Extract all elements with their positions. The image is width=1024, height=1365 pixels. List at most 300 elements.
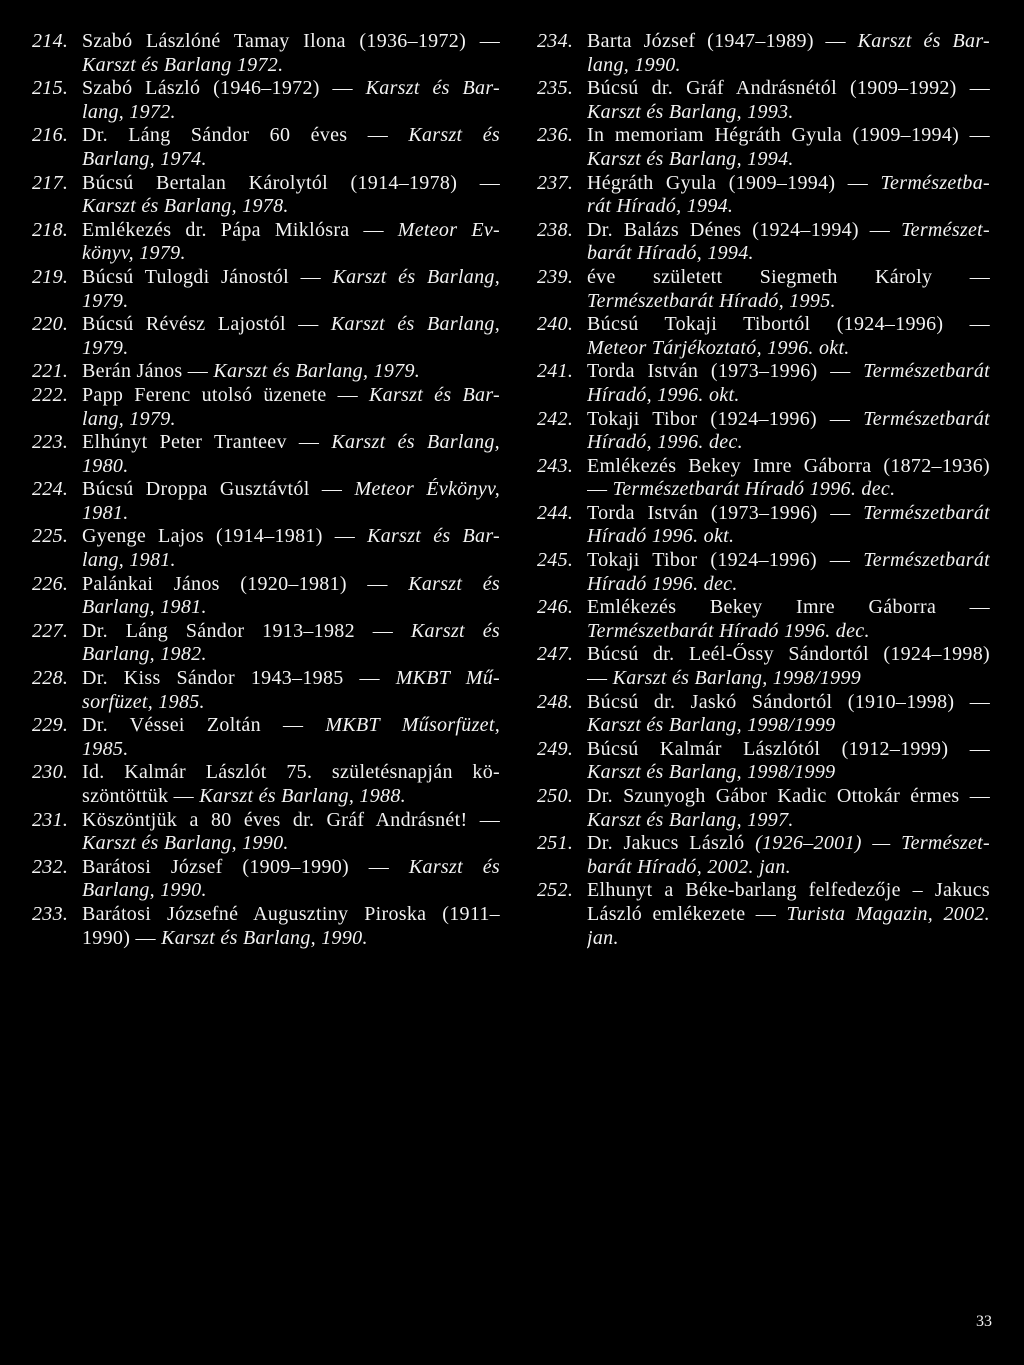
entry-number: 250. <box>537 785 574 807</box>
entry-line <box>587 856 990 880</box>
entry-title-text: Búcsú dr. Jaskó Sándortól (1910–1998) — <box>587 690 990 713</box>
entry-line <box>587 360 990 384</box>
entry-body <box>587 77 990 124</box>
bibliography-entry <box>537 313 990 360</box>
entry-line <box>587 219 990 243</box>
entry-title-text: Barátosi Józsefné Augusztiny Piroska (1911– <box>82 902 500 925</box>
bibliography-entry <box>32 573 500 620</box>
entry-body <box>82 714 500 761</box>
entry-title-text: Emlékezés Bekey Imre Gáborra — <box>587 596 990 619</box>
source-citation: Karszt és Bar- <box>367 525 500 548</box>
entry-line <box>587 266 990 290</box>
entry-line <box>587 101 990 125</box>
source-citation: Természetbarát <box>863 549 990 572</box>
entry-line <box>587 172 990 196</box>
entry-line <box>587 313 990 337</box>
right-column <box>537 30 990 950</box>
entry-line <box>82 620 500 644</box>
bibliography-entry <box>32 667 500 714</box>
entry-title-text: Id. Kalmár Lászlót 75. születésnapján kö- <box>82 761 500 784</box>
bibliography-entry <box>32 761 500 808</box>
entry-title-text: Barátosi József (1909–1990) — <box>82 855 390 878</box>
entry-body <box>82 219 500 266</box>
entry-body <box>82 856 500 903</box>
source-citation: rát Híradó, 1994. <box>587 195 734 218</box>
entry-line <box>587 714 990 738</box>
entry-title-text: Dr. Láng Sándor 1913–1982 — <box>82 619 393 642</box>
entry-body <box>82 809 500 856</box>
entry-number: 245. <box>537 549 574 572</box>
entry-line <box>587 643 990 667</box>
bibliography-entry <box>537 785 990 832</box>
bibliography-entry <box>32 219 500 266</box>
entry-line <box>82 832 500 856</box>
entry-number: 244. <box>537 501 574 524</box>
entry-line <box>82 431 500 455</box>
source-citation: lang, 1979. <box>82 407 176 430</box>
entry-line <box>82 408 500 432</box>
source-citation: Karszt és Barlang, 1998/1999 <box>587 761 836 784</box>
entry-number: 236. <box>537 124 574 147</box>
entry-body <box>587 408 990 455</box>
entry-line <box>82 785 500 809</box>
bibliography-entry <box>32 620 500 667</box>
entry-title-text: In memoriam Hégráth Gyula (1909–1994) — <box>587 124 990 147</box>
entry-number: 230. <box>32 761 69 784</box>
entry-number: 215. <box>32 77 69 100</box>
entry-line <box>587 667 990 691</box>
entry-title-text: Palánkai János (1920–1981) — <box>82 572 388 595</box>
entry-line <box>82 809 500 833</box>
bibliography-entry <box>32 903 500 950</box>
entry-number: 242. <box>537 407 574 430</box>
entry-number: 214. <box>32 30 69 52</box>
source-citation: Karszt és <box>408 855 500 878</box>
source-citation: Karszt és Barlang, <box>332 265 500 288</box>
source-citation: Természetbarát Híradó, 1995. <box>587 289 836 312</box>
source-citation: barát Híradó, 1994. <box>587 242 754 265</box>
entry-line <box>587 455 990 479</box>
source-citation: Barlang, 1981. <box>82 596 207 619</box>
entry-title-text: Dr. Láng Sándor 60 éves — <box>82 124 388 147</box>
source-citation: (1926–2001) — Természet- <box>755 832 990 855</box>
entry-body <box>587 549 990 596</box>
entry-title-text: Köszöntjük a 80 éves dr. Gráf Andrásnét! — <box>82 808 500 831</box>
entry-line <box>82 549 500 573</box>
entry-line <box>587 691 990 715</box>
entry-body <box>82 124 500 171</box>
entry-title-text: Szabó Lászlóné Tamay Ilona (1936–1972) — <box>82 30 500 52</box>
entry-line <box>82 242 500 266</box>
source-citation: Természetba- <box>880 171 990 194</box>
entry-line <box>587 408 990 432</box>
bibliography-entry <box>32 431 500 478</box>
entry-line <box>587 502 990 526</box>
source-citation: Híradó, 1996. dec. <box>587 431 743 454</box>
source-citation: MKBT Műsorfüzet, <box>325 714 500 737</box>
entry-line <box>82 290 500 314</box>
source-citation: barát Híradó, 2002. jan. <box>587 855 791 878</box>
source-citation: jan. <box>587 926 619 949</box>
source-citation: Karszt és Barlang, <box>330 313 500 336</box>
source-citation: Karszt és Bar- <box>365 77 500 100</box>
entry-number: 237. <box>537 171 574 194</box>
bibliography-entry <box>32 360 500 384</box>
entry-number: 217. <box>32 171 69 194</box>
entry-line <box>82 714 500 738</box>
entry-line <box>82 360 500 384</box>
entry-line <box>82 643 500 667</box>
entry-line <box>587 620 990 644</box>
entry-body <box>82 30 500 77</box>
entry-body <box>587 832 990 879</box>
bibliography-entry <box>537 172 990 219</box>
entry-number: 249. <box>537 737 574 760</box>
source-citation: Barlang, 1990. <box>82 879 207 902</box>
bibliography-entry <box>32 714 500 761</box>
entry-line <box>82 124 500 148</box>
entry-line <box>587 478 990 502</box>
entry-title-text: Dr. Véssei Zoltán — <box>82 714 304 737</box>
entry-body <box>82 384 500 431</box>
source-citation: Karszt és Barlang, 1994. <box>587 147 794 170</box>
entry-number: 246. <box>537 596 574 619</box>
entry-line <box>587 738 990 762</box>
entry-title-text: Dr. Jakucs László <box>587 832 745 855</box>
source-citation: MKBT Mű- <box>395 667 500 690</box>
source-citation: Meteor Ev- <box>397 218 500 241</box>
bibliography-entry <box>32 478 500 525</box>
entry-body <box>82 360 500 384</box>
entry-title-text: Dr. Szunyogh Gábor Kadic Ottokár érmes — <box>587 785 990 807</box>
entry-number: 223. <box>32 431 69 454</box>
entry-line <box>82 879 500 903</box>
entry-title-text: Búcsú Kalmár Lászlótól (1912–1999) — <box>587 737 990 760</box>
entry-line <box>587 809 990 833</box>
source-citation: Turista Magazin, 2002. <box>786 902 990 925</box>
entry-title-text: Tokaji Tibor (1924–1996) — <box>587 549 851 572</box>
entry-line <box>587 879 990 903</box>
source-citation: Természetbarát <box>863 501 990 524</box>
source-citation: Karszt és Barlang, 1988. <box>199 785 406 807</box>
bibliography-entry <box>32 266 500 313</box>
source-citation: Karszt és Barlang, 1997. <box>587 808 794 831</box>
entry-line <box>82 455 500 479</box>
source-citation: 1985. <box>82 737 129 760</box>
entry-line <box>587 124 990 148</box>
entry-body <box>82 266 500 313</box>
entry-body <box>587 596 990 643</box>
bibliography-entry <box>537 408 990 455</box>
entry-line <box>587 290 990 314</box>
entry-number: 222. <box>32 383 69 406</box>
entry-number: 234. <box>537 30 574 52</box>
bibliography-entry <box>537 124 990 171</box>
bibliography-entry <box>537 549 990 596</box>
entry-number: 240. <box>537 313 574 336</box>
entry-body <box>82 172 500 219</box>
entry-line <box>82 596 500 620</box>
entry-number: 216. <box>32 124 69 147</box>
entry-number: 252. <box>537 879 574 902</box>
entry-body <box>82 525 500 572</box>
entry-line <box>587 785 990 809</box>
entry-number: 248. <box>537 690 574 713</box>
bibliography-entry <box>32 856 500 903</box>
source-citation: Karszt és Barlang, 1990. <box>82 832 289 855</box>
entry-line <box>587 573 990 597</box>
entry-title-text: Papp Ferenc utolsó üzenete — <box>82 383 358 406</box>
entry-body <box>587 266 990 313</box>
entry-title-text: Búcsú Tokaji Tibortól (1924–1996) — <box>587 313 990 336</box>
source-citation: Híradó 1996. dec. <box>587 572 738 595</box>
bibliography-entry <box>537 879 990 950</box>
entry-number: 231. <box>32 808 69 831</box>
source-citation: Természetbarát Híradó 1996. dec. <box>587 619 870 642</box>
entry-title-text: — <box>587 478 608 501</box>
entry-line <box>82 337 500 361</box>
entry-line <box>587 525 990 549</box>
bibliography-entry <box>537 832 990 879</box>
entry-line <box>82 927 500 951</box>
entry-body <box>587 30 990 77</box>
entry-line <box>82 313 500 337</box>
entry-title-text: Elhunyt a Béke-barlang felfedezője – Jakucs <box>587 879 990 902</box>
source-citation: 1979. <box>82 336 129 359</box>
entry-number: 235. <box>537 77 574 100</box>
entry-line <box>82 266 500 290</box>
source-citation: Karszt és Barlang, <box>331 431 500 454</box>
entry-line <box>587 195 990 219</box>
bibliography-entry <box>537 360 990 407</box>
entry-number: 251. <box>537 832 574 855</box>
entry-line <box>587 77 990 101</box>
entry-title-text: Búcsú Révész Lajostól — <box>82 313 319 336</box>
source-citation: sorfüzet, 1985. <box>82 690 205 713</box>
entry-number: 232. <box>32 855 69 878</box>
entry-title-text: Barta József (1947–1989) — <box>587 30 846 52</box>
entry-line <box>82 77 500 101</box>
entry-title-text: Búcsú Bertalan Károlytól (1914–1978) — <box>82 171 500 194</box>
entry-title-text: éve született Siegmeth Károly — <box>587 265 990 288</box>
source-citation: Barlang, 1982. <box>82 643 207 666</box>
bibliography-entry <box>32 384 500 431</box>
bibliography-entry <box>537 691 990 738</box>
entry-body <box>587 313 990 360</box>
entry-line <box>587 30 990 54</box>
source-citation: Karszt és Barlang, 1979. <box>213 360 421 383</box>
source-citation: Karszt és Bar- <box>369 383 500 406</box>
bibliography-entry <box>537 266 990 313</box>
bibliography-entry <box>32 77 500 124</box>
entry-line <box>82 148 500 172</box>
bibliography-entry <box>32 124 500 171</box>
entry-title-text: Berán János — <box>82 360 209 383</box>
source-citation: Természetbarát <box>863 407 990 430</box>
source-citation: Híradó, 1996. okt. <box>587 383 740 406</box>
page-number: 33 <box>976 1313 992 1330</box>
bibliography-entry <box>537 77 990 124</box>
source-citation: Karszt és Barlang, 1990. <box>161 926 368 949</box>
entry-number: 218. <box>32 218 69 241</box>
entry-number: 239. <box>537 265 574 288</box>
entry-body <box>82 313 500 360</box>
source-citation: Természet- <box>901 218 990 241</box>
source-citation: Meteor Tárjékoztató, 1996. okt. <box>587 336 850 359</box>
entry-line <box>587 431 990 455</box>
entry-line <box>82 903 500 927</box>
entry-line <box>82 30 500 54</box>
entry-title-text: Szabó László (1946–1972) — <box>82 77 353 100</box>
entry-line <box>82 478 500 502</box>
bibliography-entry <box>32 809 500 856</box>
bibliography-entry <box>32 30 500 77</box>
entry-body <box>587 219 990 266</box>
entry-line <box>587 384 990 408</box>
entry-line <box>82 761 500 785</box>
entry-body <box>82 573 500 620</box>
bibliography-entry <box>537 219 990 266</box>
entry-number: 241. <box>537 360 574 383</box>
entry-line <box>587 148 990 172</box>
source-citation: lang, 1981. <box>82 549 176 572</box>
entry-body <box>587 455 990 502</box>
entry-body <box>587 691 990 738</box>
entry-body <box>587 502 990 549</box>
entry-body <box>82 903 500 950</box>
entry-number: 238. <box>537 218 574 241</box>
source-citation: Karszt és <box>408 124 500 147</box>
entry-line <box>587 337 990 361</box>
bibliography-entry <box>537 596 990 643</box>
entry-number: 227. <box>32 619 69 642</box>
entry-line <box>82 525 500 549</box>
entry-title-text: Búcsú dr. Leél-Őssy Sándortól (1924–1998) <box>587 643 990 666</box>
entry-title-text: Elhúnyt Peter Tranteev — <box>82 431 320 454</box>
entry-number: 224. <box>32 478 69 501</box>
entry-line <box>587 903 990 927</box>
entry-number: 247. <box>537 643 574 666</box>
entry-line <box>82 384 500 408</box>
source-citation: Karszt és Barlang, 1998/1999 <box>612 667 862 690</box>
entry-line <box>82 667 500 691</box>
entry-title-text: Dr. Balázs Dénes (1924–1994) — <box>587 218 891 241</box>
entry-title-text: Torda István (1973–1996) — <box>587 360 851 383</box>
entry-title-text: László emlékezete — <box>587 902 777 925</box>
source-citation: Barlang, 1974. <box>82 147 207 170</box>
entry-body <box>82 667 500 714</box>
entry-body <box>587 738 990 785</box>
source-citation: Meteor Évkönyv, <box>354 478 500 501</box>
entry-number: 229. <box>32 714 69 737</box>
entry-line <box>587 927 990 951</box>
source-citation: Természetbarát Híradó 1996. dec. <box>612 478 896 501</box>
entry-number: 233. <box>32 902 69 925</box>
entry-body <box>587 360 990 407</box>
entry-title-text: Hégráth Gyula (1909–1994) — <box>587 171 869 194</box>
entry-line <box>587 549 990 573</box>
entry-line <box>587 832 990 856</box>
entry-title-text: Gyenge Lajos (1914–1981) — <box>82 525 356 548</box>
entry-line <box>82 172 500 196</box>
bibliography-entry <box>537 455 990 502</box>
bibliography-entry <box>537 502 990 549</box>
entry-number: 225. <box>32 525 69 548</box>
entry-body <box>82 761 500 808</box>
entry-line <box>82 219 500 243</box>
source-citation: Híradó 1996. okt. <box>587 525 735 548</box>
entry-line <box>587 761 990 785</box>
entry-body <box>587 124 990 171</box>
bibliography-entry <box>537 30 990 77</box>
entry-line <box>587 596 990 620</box>
entry-line <box>82 502 500 526</box>
entry-title-text: Tokaji Tibor (1924–1996) — <box>587 407 851 430</box>
entry-number: 220. <box>32 313 69 336</box>
bibliography-entry <box>32 313 500 360</box>
entry-title-text: Torda István (1973–1996) — <box>587 501 851 524</box>
source-citation: Karszt és <box>410 619 500 642</box>
entry-title-text: Dr. Kiss Sándor 1943–1985 — <box>82 667 380 690</box>
entry-line <box>82 691 500 715</box>
source-citation: Természetbarát <box>863 360 990 383</box>
source-citation: Karszt és Barlang, 1993. <box>587 100 794 123</box>
left-column <box>32 30 500 950</box>
entry-line <box>82 856 500 880</box>
entry-body <box>587 785 990 832</box>
entry-number: 219. <box>32 265 69 288</box>
bibliography-entry <box>537 738 990 785</box>
entry-title-text: Emlékezés dr. Pápa Miklósra — <box>82 218 384 241</box>
entry-body <box>587 643 990 690</box>
source-citation: 1979. <box>82 289 129 312</box>
entry-line <box>82 195 500 219</box>
entry-line <box>82 738 500 762</box>
entry-body <box>82 478 500 525</box>
entry-body <box>82 77 500 124</box>
entry-title-text: szöntöttük — <box>82 785 194 807</box>
entry-title-text: — <box>587 667 608 690</box>
entry-body <box>82 620 500 667</box>
entry-line <box>587 242 990 266</box>
entry-title-text: Búcsú dr. Gráf Andrásnétól (1909–1992) — <box>587 77 990 100</box>
source-citation: Karszt és <box>408 572 500 595</box>
bibliography-entry <box>537 643 990 690</box>
source-citation: 1980. <box>82 454 129 477</box>
entry-title-text: Emlékezés Bekey Imre Gáborra (1872–1936) <box>587 454 990 477</box>
entry-number: 226. <box>32 572 69 595</box>
entry-line <box>82 573 500 597</box>
entry-body <box>82 431 500 478</box>
entry-body <box>587 879 990 950</box>
source-citation: 1981. <box>82 501 129 524</box>
entry-number: 243. <box>537 454 574 477</box>
source-citation: Karszt és Barlang, 1998/1999 <box>587 714 836 737</box>
bibliography-entry <box>32 525 500 572</box>
source-citation: könyv, 1979. <box>82 242 186 265</box>
entry-number: 221. <box>32 360 69 383</box>
source-citation: lang, 1972. <box>82 100 176 123</box>
source-citation: Karszt és Bar- <box>857 30 990 52</box>
entry-line <box>82 101 500 125</box>
source-citation: Karszt és Barlang 1972. <box>82 53 284 76</box>
entry-title-text: 1990) — <box>82 926 156 949</box>
entry-title-text: Búcsú Droppa Gusztávtól — <box>82 478 343 501</box>
source-citation: lang, 1990. <box>587 53 681 76</box>
bibliography-entry <box>32 172 500 219</box>
entry-line <box>82 54 500 78</box>
entry-line <box>587 54 990 78</box>
